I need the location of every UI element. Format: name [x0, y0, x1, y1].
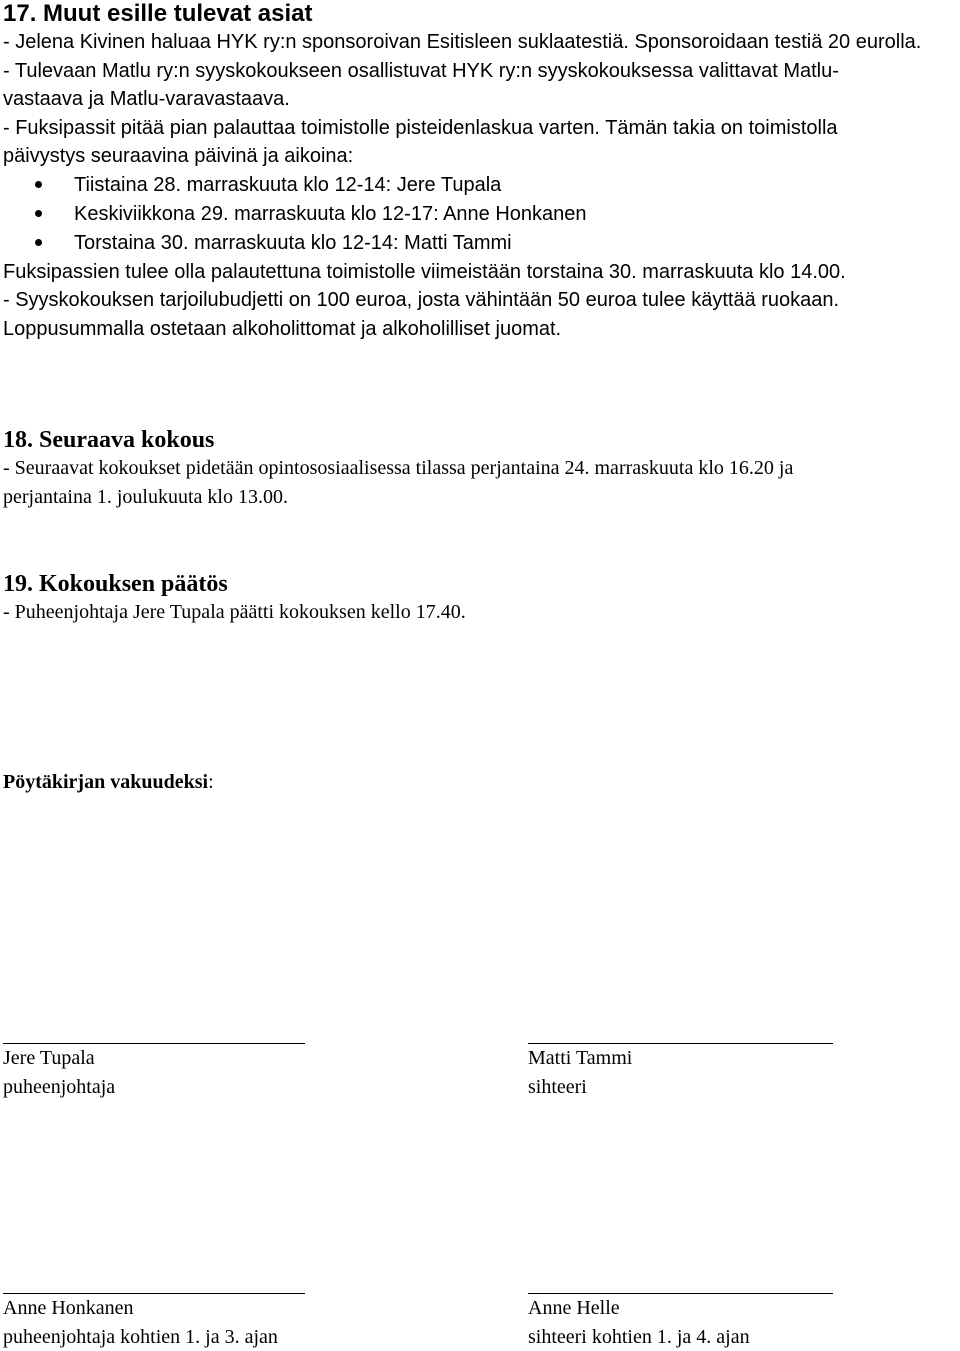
- section-17-item-deadline: Fuksipassien tulee olla palautettuna toimistolle viimeistään torstaina 30. marraskuuta klo 14.00.: [3, 260, 846, 283]
- section-19-heading: 19. Kokouksen päätös: [3, 571, 228, 597]
- signer-name: Matti Tammi: [528, 1047, 633, 1069]
- signer-role: puheenjohtaja kohtien 1. ja 3. ajan: [3, 1325, 278, 1348]
- section-17-item-matlu-line2: vastaava ja Matlu-varavastaava.: [3, 88, 290, 110]
- section-17: [3, 0, 958, 343]
- signer-role: puheenjohtaja: [3, 1075, 116, 1098]
- signature-block-acting-secretary: [528, 1293, 833, 1351]
- section-18-text-line2: perjantaina 1. joulukuuta klo 13.00.: [3, 485, 288, 508]
- duty-schedule-item: Keskiviikkona 29. marraskuuta klo 12-17: Anne Honkanen: [3, 200, 958, 229]
- duty-schedule-item: Tiistaina 28. marraskuuta klo 12-14: Jere Tupala: [3, 171, 958, 200]
- signature-block-chair: [3, 1043, 305, 1101]
- signer-name: Anne Honkanen: [3, 1297, 134, 1319]
- section-17-item-fuksipassit-line1: - Fuksipassit pitää pian palauttaa toimistolle pisteidenlaskua varten. Tämän takia on toimistolla: [3, 116, 838, 139]
- signature-block-acting-chair: [3, 1293, 305, 1351]
- section-17-item-matlu-line1: - Tulevaan Matlu ry:n syyskokoukseen osallistuvat HYK ry:n syyskokouksessa valittavat Matlu-: [3, 59, 839, 82]
- section-17-item-budget-line1: - Syyskokouksen tarjoilubudjetti on 100 euroa, josta vähintään 50 euroa tulee käyttää ruokaan.: [3, 289, 840, 311]
- section-19: [3, 570, 958, 627]
- signer-name: Jere Tupala: [3, 1047, 95, 1069]
- bullet-icon: [35, 181, 42, 188]
- signer-name: Anne Helle: [528, 1297, 620, 1319]
- document-page: [3, 0, 958, 1348]
- section-18: [3, 426, 958, 511]
- section-17-heading: 17. Muut esille tulevat asiat: [3, 0, 313, 27]
- section-18-text-line1: - Seuraavat kokoukset pidetään opintososiaalisessa tilassa perjantaina 24. marraskuuta klo 16.20 ja: [3, 457, 794, 479]
- section-17-item-sponsorship: - Jelena Kivinen haluaa HYK ry:n sponsoroivan Esitisleen suklaatestiä. Sponsoroidaan testiä 20 eurolla.: [3, 31, 922, 53]
- bullet-icon: [35, 239, 42, 246]
- section-17-item-fuksipassit-line2: päivystys seuraavina päivinä ja aikoina:: [3, 145, 354, 167]
- duty-schedule-list: [3, 171, 958, 258]
- section-17-item-budget-line2: Loppusummalla ostetaan alkoholittomat ja alkoholilliset juomat.: [3, 317, 562, 340]
- signer-role: sihteeri kohtien 1. ja 4. ajan: [528, 1325, 750, 1348]
- signer-role: sihteeri: [528, 1075, 587, 1098]
- approval-label: Pöytäkirjan vakuudeksi:: [3, 771, 214, 793]
- duty-schedule-item: Torstaina 30. marraskuuta klo 12-14: Matti Tammi: [3, 229, 958, 258]
- bullet-icon: [35, 210, 42, 217]
- signature-block-secretary: [528, 1043, 833, 1101]
- section-19-text: - Puheenjohtaja Jere Tupala päätti kokouksen kello 17.40.: [3, 601, 466, 623]
- section-18-heading: 18. Seuraava kokous: [3, 427, 215, 453]
